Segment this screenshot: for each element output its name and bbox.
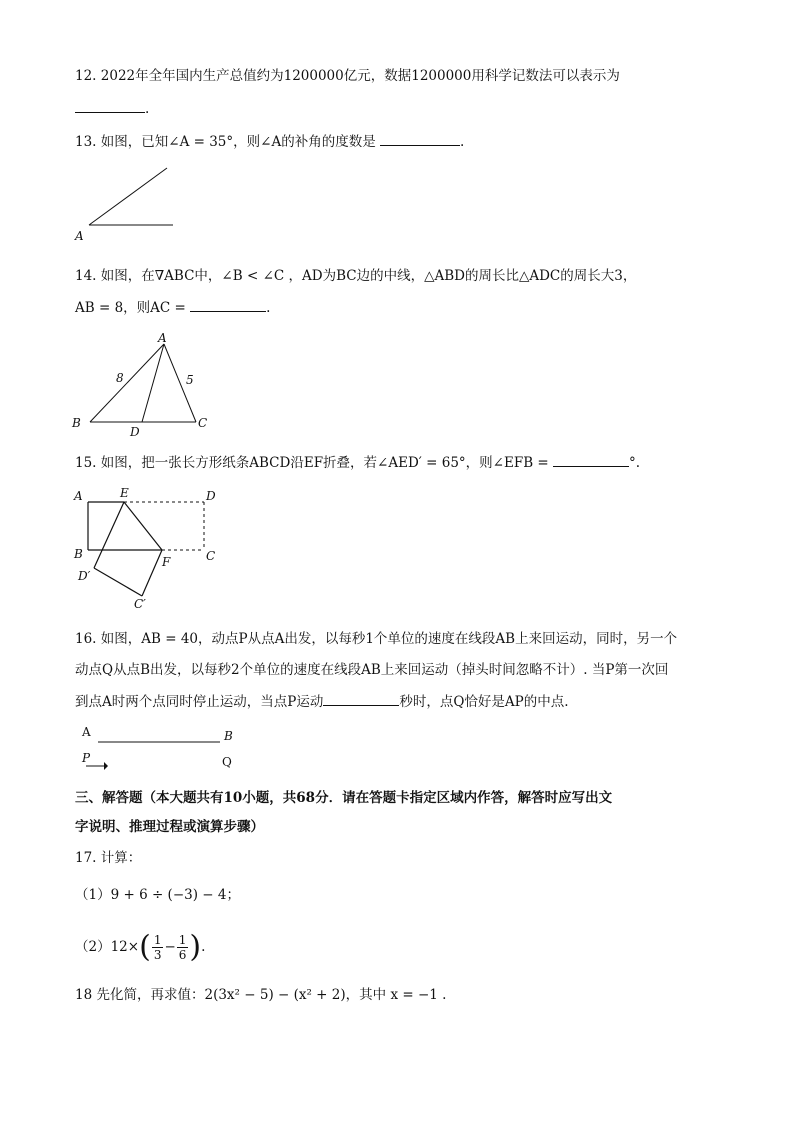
- q15-fold-ef: [124, 502, 162, 550]
- q17-p2-pre: 12×: [110, 939, 140, 955]
- q14-mark-left: 8: [116, 371, 124, 385]
- section3-header-line1: [75, 788, 612, 808]
- q17-p1-expr: 9 + 6 ÷ (−3) − 4；: [110, 887, 240, 903]
- q14-stem-1: 14. 如图，在∇ABC中，∠B < ∠C ，AD为BC边的中线，△ABD的周长比△ADC的周长大3，: [75, 268, 637, 284]
- q15-text: [75, 452, 640, 473]
- q18-text: [75, 985, 446, 1005]
- q18-stem: 18 先化简，再求值：: [75, 987, 205, 1003]
- q15-answer-blank[interactable]: [553, 452, 629, 467]
- q17-p2-label: （2）: [75, 939, 111, 955]
- q15-edge-d1c1: [94, 568, 142, 596]
- q15-end: °.: [629, 455, 641, 471]
- q16-line3: [75, 691, 569, 712]
- q16-stem-3b: 秒时，点Q恰好是AP的中点.: [399, 694, 569, 710]
- q17-p2-end: .: [201, 939, 206, 955]
- q15-label-d: D: [206, 489, 216, 503]
- q12-end: .: [145, 101, 150, 117]
- q14-label-c: C: [198, 416, 208, 430]
- q13-ray-upper: [89, 168, 167, 225]
- q14-label-d: D: [130, 425, 140, 439]
- q12-text: [75, 66, 620, 86]
- q15-label-d1: D′: [78, 569, 91, 583]
- q12-answer-line: [75, 98, 149, 119]
- q13-text: [75, 131, 464, 152]
- q17-p2-f1-numerator: 1: [153, 933, 162, 947]
- q13-end: .: [460, 134, 465, 150]
- q15-label-c1: C′: [134, 597, 146, 611]
- q17-p2-fraction-2: [177, 933, 189, 962]
- q14-line1: [75, 266, 636, 286]
- q17-stem: 17. 计算：: [75, 850, 142, 866]
- q16-stem-2: 动点Q从点B出发，以每秒2个单位的速度在线段AB上来回运动（掉头时间忽略不计）. 当P第一次回: [75, 662, 669, 678]
- q17-p2-f1-denominator: 3: [153, 948, 162, 962]
- q15-edge-ed1: [94, 502, 124, 568]
- q13-angle-figure: [75, 165, 175, 245]
- q13-stem: 13. 如图，已知∠A = 35°，则∠A的补角的度数是: [75, 134, 376, 150]
- q14-answer-blank[interactable]: [190, 297, 266, 312]
- q16-label-q: Q: [222, 755, 232, 769]
- q17-p2-right-paren: ): [189, 929, 202, 965]
- q17-p2-left-paren: (: [139, 929, 151, 965]
- q16-answer-blank[interactable]: [323, 691, 399, 706]
- q17-p2-f2-numerator: 1: [178, 933, 187, 947]
- q15-label-f: F: [162, 555, 171, 569]
- q17-p2-minus: −: [164, 939, 176, 955]
- q14-stem-2: AB = 8，则AC =: [75, 300, 186, 316]
- q16-label-p: P: [82, 751, 91, 765]
- q14-end: .: [266, 300, 271, 316]
- q13-answer-blank[interactable]: [380, 131, 460, 146]
- q16-label-b: B: [224, 729, 233, 743]
- q14-label-a: A: [158, 331, 167, 345]
- q18-expr: 2(3x² − 5) − (x² + 2): [204, 987, 346, 1003]
- q16-stem-3: 到点A时两个点同时停止运动，当点P运动: [75, 694, 324, 710]
- q16-label-a: A: [82, 725, 91, 739]
- q16-line1: [75, 629, 677, 649]
- q16-segment-figure: [78, 722, 258, 772]
- q15-label-b: B: [74, 547, 83, 561]
- q16-stem-1: 16. 如图，AB = 40，动点P从点A出发，以每秒1个单位的速度在线段AB上来回运动，同时，另一个: [75, 631, 678, 647]
- q13-label-a: A: [75, 229, 84, 243]
- q18-post: ，其中 x = −1 .: [345, 987, 447, 1003]
- q17-p2-fraction-1: [152, 933, 164, 962]
- q17-part1: [75, 885, 240, 905]
- q14-label-b: B: [72, 416, 81, 430]
- q17-part2: [75, 929, 206, 965]
- q14-mark-right: 5: [186, 373, 194, 387]
- section3-header-line2: [75, 817, 264, 837]
- section3-title-2: 字说明、推理过程或演算步骤）: [75, 819, 264, 835]
- q15-edge-c1f: [142, 550, 162, 596]
- q16-arrowhead-p: [104, 762, 108, 770]
- q12-stem: 12. 2022年全年国内生产总值约为1200000亿元，数据1200000用科学记数法可以表示为: [75, 68, 620, 84]
- section3-title-1: 三、解答题（本大题共有10小题，共68分．请在答题卡指定区域内作答，解答时应写出文: [75, 790, 613, 806]
- q15-label-e: E: [120, 486, 129, 500]
- q15-label-a: A: [74, 489, 83, 503]
- q14-line2: [75, 297, 270, 318]
- q12-answer-blank[interactable]: [75, 98, 145, 113]
- q15-label-c: C: [206, 549, 216, 563]
- q15-fold-figure: [72, 486, 232, 616]
- q16-line2: [75, 660, 668, 680]
- q17-p1-label: （1）: [75, 887, 111, 903]
- q17-p2-f2-denominator: 6: [178, 948, 187, 962]
- q14-triangle-figure: [72, 330, 222, 439]
- q17-title: [75, 848, 141, 868]
- q15-stem: 15. 如图，把一张长方形纸条ABCD沿EF折叠，若∠AED′ = 65°，则∠EFB =: [75, 455, 549, 471]
